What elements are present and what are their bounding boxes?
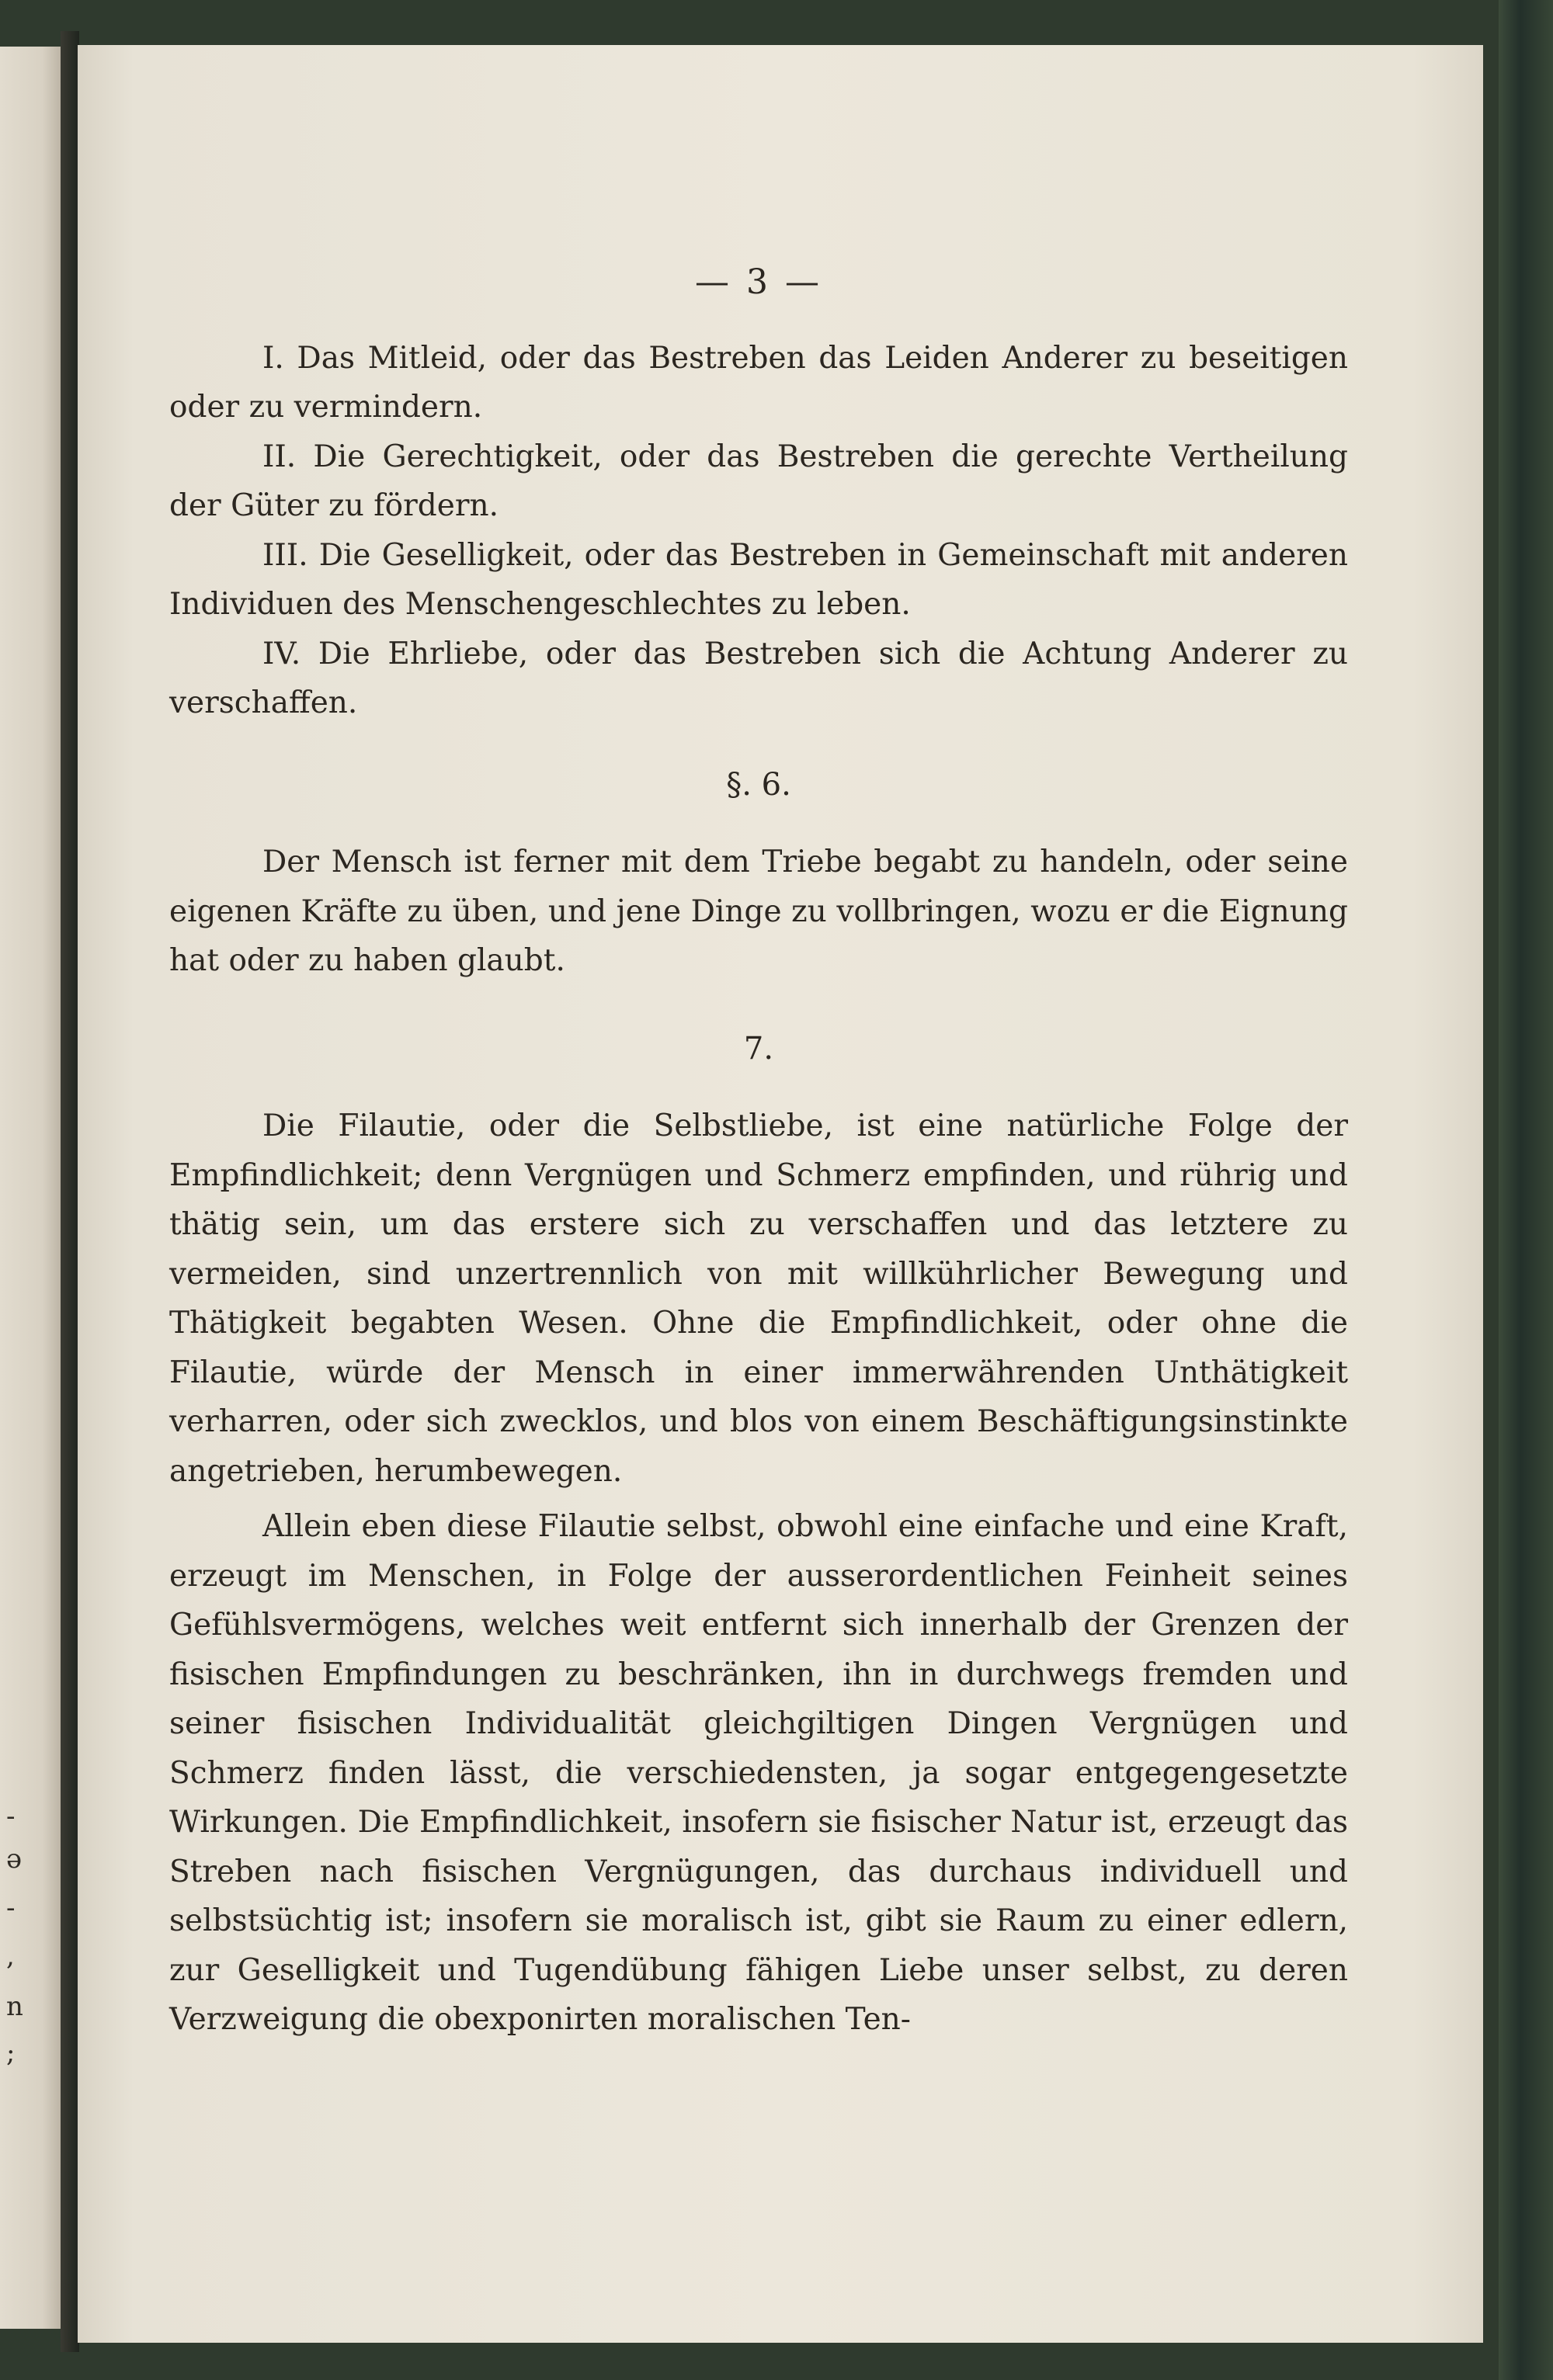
left-page-margin-marks [0, 47, 31, 2329]
left-mark: - [6, 1893, 16, 1924]
left-mark: ; [6, 2038, 16, 2069]
book-cover-edge [1499, 0, 1553, 2380]
left-mark: - [6, 1801, 16, 1832]
list-item: III. Die Geselligkeit, oder das Bestreben in Gemeinschaft mit anderen Individuen des Menschengeschlechtes zu leben. [169, 537, 1348, 622]
section-paragraph: Der Mensch ist ferner mit dem Triebe begabt zu handeln, oder seine eigenen Kräfte zu üben, und jene Dinge zu vollbringen, wozu er die Eignung hat oder zu haben glaubt. [169, 845, 1348, 978]
page-content [169, 208, 1348, 2045]
left-mark: ə [6, 1844, 23, 1875]
page-number: — 3 — [695, 262, 822, 302]
list-item: IV. Die Ehrliebe, oder das Bestreben sich die Achtung Anderer zu verschaffen. [169, 636, 1348, 720]
left-mark: , [6, 1941, 15, 1972]
book-gutter [61, 31, 79, 2352]
section-paragraph: Allein eben diese Filautie selbst, obwohl eine einfache und eine Kraft, erzeugt im Menschen, in Folge der ausserordentlichen Feinheit seines Gefühlsvermögens, welches weit entfernt sich innerhalb der Grenzen der fisischen Empfindungen zu beschränken, ihn in durchwegs fremden und seiner fisischen Individualität gleichgiltigen Dingen Vergnügen und Schmerz finden lässt, die verschiedensten, ja sogar entgegengesetzte Wirkungen. Die Empfindlichkeit, insofern sie fisischer Natur ist, erzeugt das Streben nach fisischen Vergnügungen, das durchaus individuell und selbstsüchtig ist; insofern sie moralisch ist, gibt sie Raum zu einer edlern, zur Geselligkeit und Tugendübung fähigen Liebe unser selbst, zu deren Verzweigung die obexponirten moralischen Ten- [169, 1509, 1348, 2037]
section-heading: 7. [743, 1030, 774, 1067]
list-item: I. Das Mitleid, oder das Bestreben das Leiden Anderer zu beseitigen oder zu vermindern. [169, 340, 1348, 425]
book-page [78, 45, 1483, 2343]
left-mark: n [6, 1991, 23, 2022]
section-paragraph: Die Filautie, oder die Selbstliebe, ist eine natürliche Folge der Empfindlichkeit; denn Vergnügen und Schmerz empfinden, und rührig und thätig sein, um das erstere sich zu verschaffen und das letztere zu vermeiden, sind unzertrennlich von mit willkührlicher Bewegung und Thätigkeit begabten Wesen. Ohne die Empfindlichkeit, oder ohne die Filautie, würde der Mensch in einer immerwährenden Unthätigkeit verharren, oder sich zwecklos, und blos von einem Beschäftigungsinstinkte angetrieben, herumbewegen. [169, 1108, 1348, 1489]
section-heading: §. 6. [726, 766, 791, 803]
list-item: II. Die Gerechtigkeit, oder das Bestreben die gerechte Vertheilung der Güter zu fördern. [169, 439, 1348, 523]
